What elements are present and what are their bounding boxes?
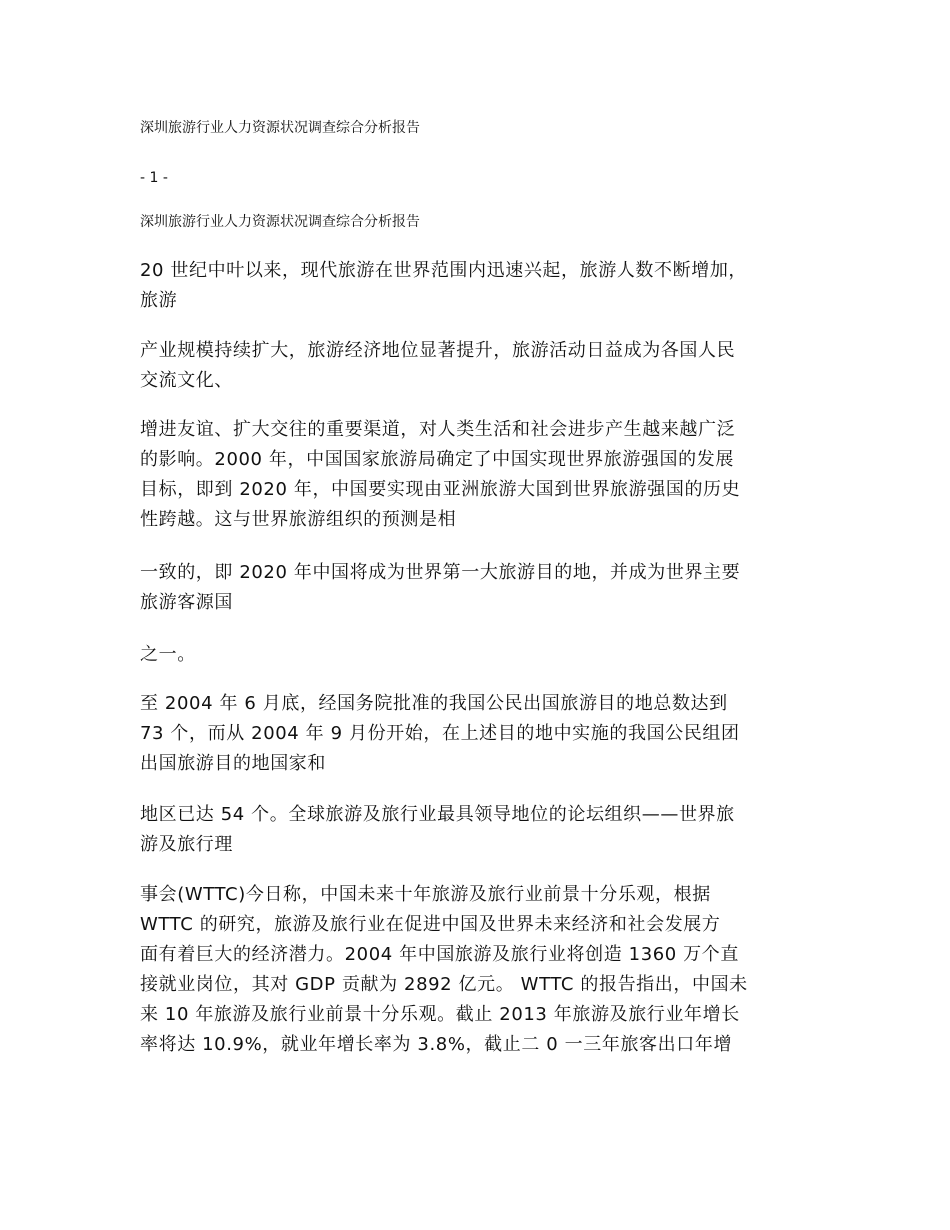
paragraph-1	[140, 256, 820, 316]
paragraph-line: 目标，即到 2020 年，中国要实现由亚洲旅游大国到世界旅游强国的历史	[140, 479, 741, 500]
paragraph-line: 至 2004 年 6 月底，经国务院批准的我国公民出国旅游目的地总数达到	[140, 693, 728, 714]
paragraph-6	[140, 689, 820, 779]
paragraph-line: 的影响。2000 年，中国国家旅游局确定了中国实现世界旅游强国的发展	[140, 449, 734, 470]
paragraph-4	[140, 558, 820, 618]
paragraph-line: 性跨越。这与世界旅游组织的预测是相	[140, 509, 457, 530]
paragraph-line: 游及旅行理	[140, 834, 233, 855]
document-title-top: 深圳旅游行业人力资源状况调查综合分析报告	[140, 120, 420, 136]
paragraph-line: 面有着巨大的经济潜力。2004 年中国旅游及旅行业将创造 1360 万个直	[140, 944, 739, 965]
paragraph-line: 一致的，即 2020 年中国将成为世界第一大旅游目的地，并成为世界主要	[140, 562, 741, 583]
page-number: - 1 -	[140, 170, 168, 186]
paragraph-line: 交流文化、	[140, 370, 233, 391]
paragraph-line: 旅游	[140, 290, 178, 311]
paragraph-line: 增进友谊、扩大交往的重要渠道，对人类生活和社会进步产生越来越广泛	[140, 419, 736, 440]
paragraph-line: 来 10 年旅游及旅行业前景十分乐观。截止 2013 年旅游及旅行业年增长	[140, 1004, 740, 1025]
paragraph-3	[140, 415, 820, 535]
paragraph-line: 地区已达 54 个。全球旅游及旅行业最具领导地位的论坛组织——世界旅	[140, 804, 735, 825]
paragraph-line: 事会(WTTC)今日称，中国未来十年旅游及旅行业前景十分乐观，根据	[140, 884, 711, 905]
paragraph-5	[140, 640, 820, 670]
paragraph-line: 73 个，而从 2004 年 9 月份开始，在上述目的地中实施的我国公民组团	[140, 723, 740, 744]
paragraph-2	[140, 336, 820, 396]
paragraph-line: 20 世纪中叶以来，现代旅游在世界范围内迅速兴起，旅游人数不断增加，	[140, 260, 748, 281]
paragraph-line: 出国旅游目的地国家和	[140, 753, 326, 774]
paragraph-7	[140, 800, 820, 860]
paragraph-line: 产业规模持续扩大，旅游经济地位显著提升，旅游活动日益成为各国人民	[140, 340, 736, 361]
paragraph-line: 接就业岗位，其对 GDP 贡献为 2892 亿元。 WTTC 的报告指出，中国未	[140, 974, 748, 995]
paragraph-line: 率将达 10.9%，就业年增长率为 3.8%，截止二 0 一三年旅客出口年增	[140, 1034, 733, 1055]
paragraph-line: 之一。	[140, 644, 196, 665]
paragraph-line: 旅游客源国	[140, 592, 233, 613]
paragraph-line: WTTC 的研究，旅游及旅行业在促进中国及世界未来经济和社会发展方	[140, 914, 721, 935]
paragraph-8	[140, 880, 820, 1060]
document-title-second: 深圳旅游行业人力资源状况调查综合分析报告	[140, 214, 420, 230]
